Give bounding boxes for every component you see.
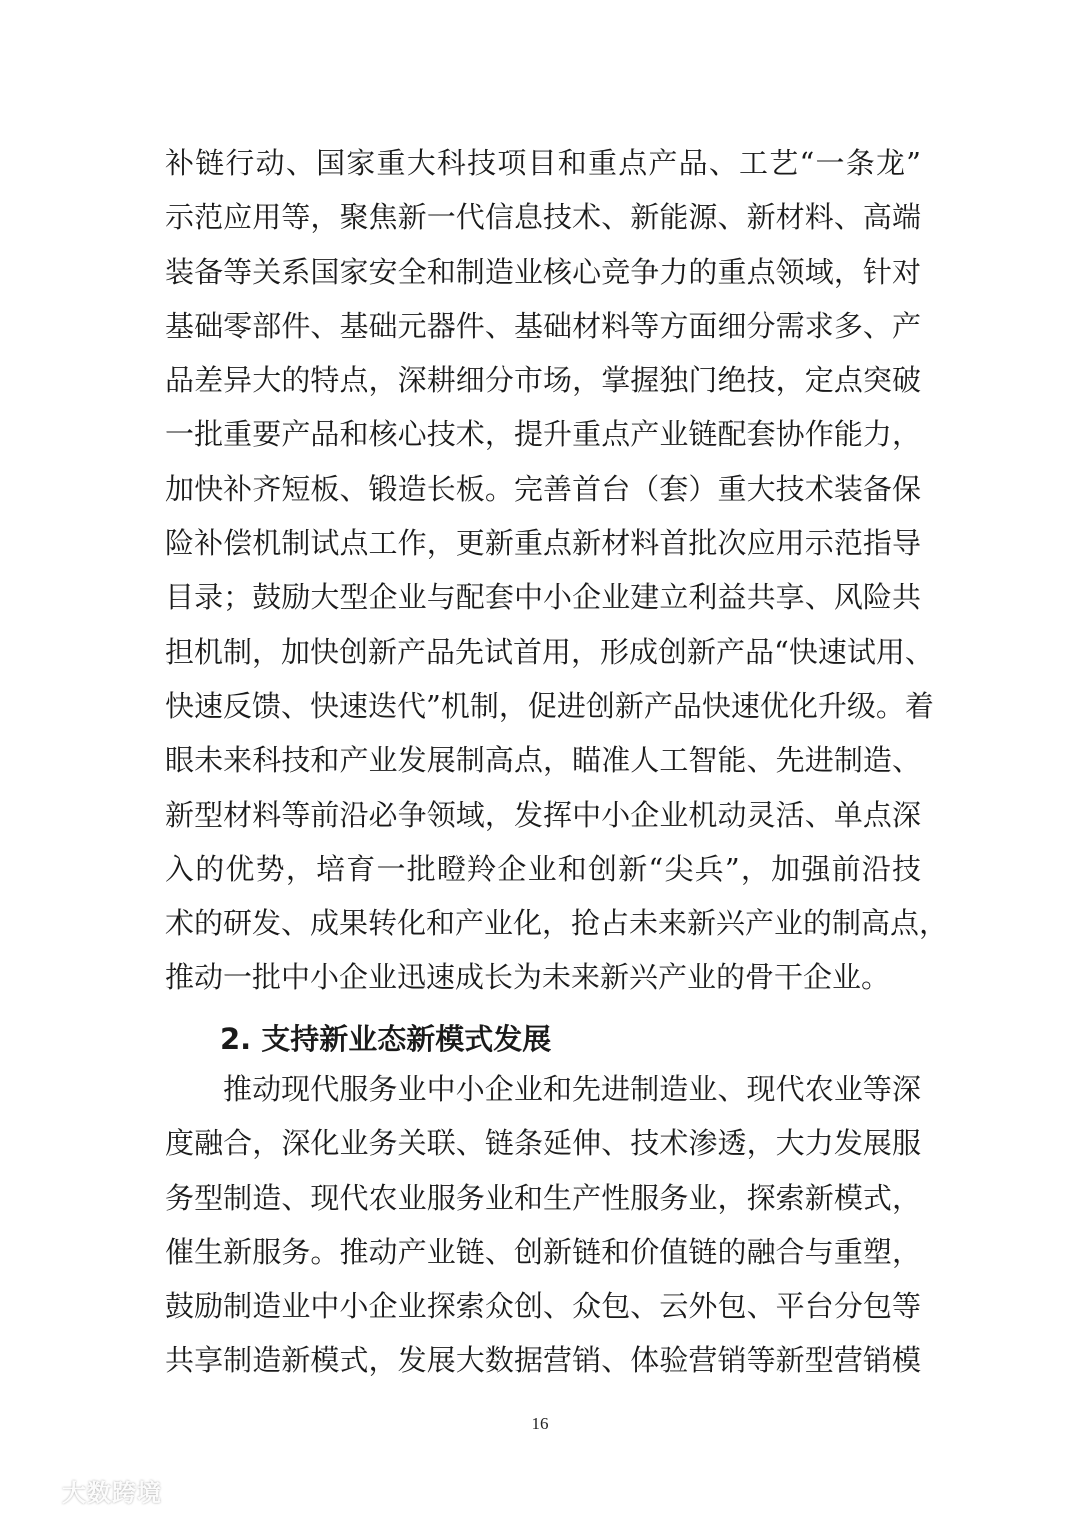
text-line: 务型制造、现代农业服务业和生产性服务业，探索新模式， — [165, 1180, 921, 1215]
watermark — [10, 1470, 162, 1510]
text-line: 度融合，深化业务关联、链条延伸、技术渗透，大力发展服 — [165, 1126, 921, 1161]
text-line: 品差异大的特点，深耕细分市场，掌握独门绝技，定点突破 — [165, 363, 921, 398]
watermark-text: 大数跨境 — [62, 1478, 162, 1507]
paragraph-2 — [165, 1062, 921, 1388]
text-line: 目录；鼓励大型企业与配套中小企业建立利益共享、风险共 — [165, 580, 921, 615]
text-line: 新型材料等前沿必争领域，发挥中小企业机动灵活、单点深 — [165, 797, 921, 832]
page-number: 16 — [531, 1414, 549, 1433]
text-line: 入的优势，培育一批瞪羚企业和创新“尖兵”，加强前沿技 — [165, 851, 921, 886]
text-line: 基础零部件、基础元器件、基础材料等方面细分需求多、产 — [165, 308, 921, 343]
text-line: 推动现代服务业中小企业和先进制造业、现代农业等深 — [223, 1072, 921, 1106]
text-line: 眼未来科技和产业发展制高点，瞄准人工智能、先进制造、 — [165, 743, 921, 778]
text-line: 快速反馈、快速迭代”机制，促进创新产品快速优化升级。着 — [165, 688, 934, 723]
text-line: 装备等关系国家安全和制造业核心竞争力的重点领域，针对 — [165, 254, 921, 289]
weibo-logo-icon — [10, 1474, 56, 1506]
section-heading: 2. 支持新业态新模式发展 — [220, 1022, 552, 1056]
text-line: 鼓励制造业中小企业探索众创、众包、云外包、平台分包等 — [165, 1289, 921, 1324]
text-line: 担机制，加快创新产品先试首用，形成创新产品“快速试用、 — [165, 634, 934, 669]
text-line: 补链行动、国家重大科技项目和重点产品、工艺“一条龙” — [165, 146, 921, 180]
text-line: 示范应用等，聚焦新一代信息技术、新能源、新材料、高端 — [165, 200, 921, 235]
text-line: 催生新服务。推动产业链、创新链和价值链的融合与重塑， — [165, 1234, 921, 1269]
text-line: 一批重要产品和核心技术，提升重点产业链配套协作能力， — [165, 417, 921, 452]
text-line: 加快补齐短板、锻造长板。完善首台（套）重大技术装备保 — [165, 471, 921, 506]
paragraph-1 — [165, 136, 949, 1005]
text-line: 推动一批中小企业迅速成长为未来新兴产业的骨干企业。 — [165, 960, 891, 995]
text-line: 术的研发、成果转化和产业化，抢占未来新兴产业的制高点， — [165, 906, 949, 941]
text-line: 共享制造新模式，发展大数据营销、体验营销等新型营销模 — [165, 1343, 921, 1378]
text-line: 险补偿机制试点工作，更新重点新材料首批次应用示范指导 — [165, 526, 921, 561]
